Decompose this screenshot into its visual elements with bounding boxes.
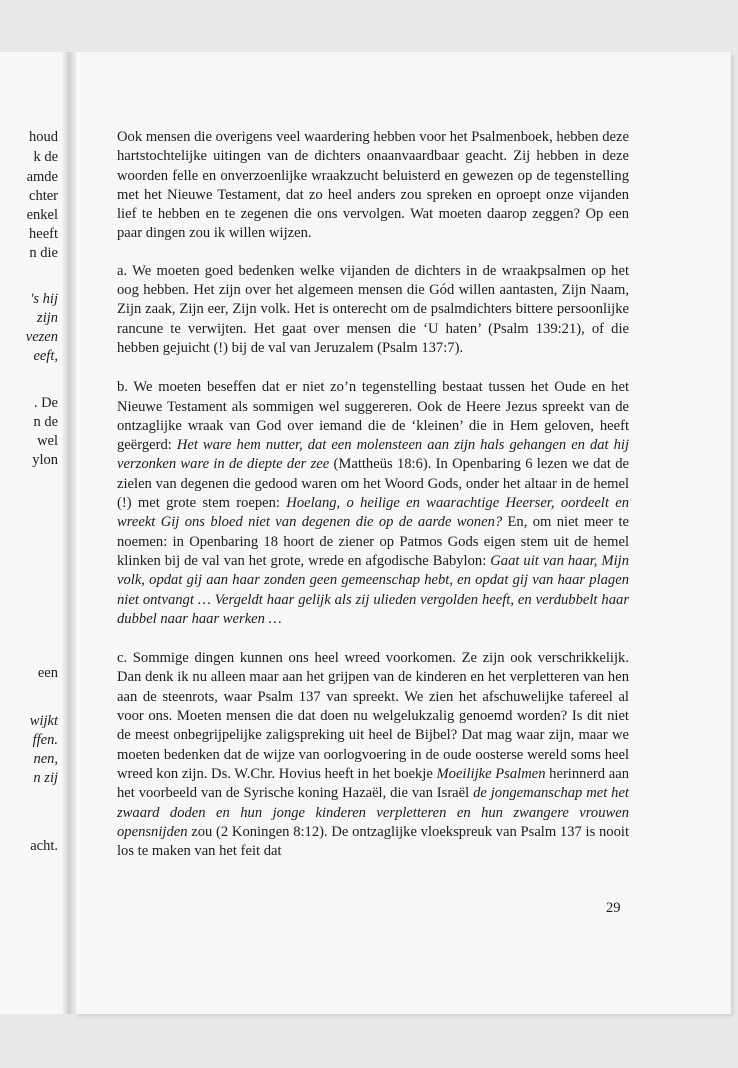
- paragraph-b: [117, 378, 629, 629]
- left-page-fragment: heeft: [29, 226, 58, 242]
- left-page-fragment: ffen.: [32, 732, 58, 748]
- left-page-fragment: . De: [33, 395, 58, 411]
- left-page-fragment: k de: [33, 149, 58, 165]
- left-page-fragment: houd: [29, 129, 58, 145]
- quote-mattheus: Het ware hem nutter, dat een molensteen aan zijn hals gehangen en dat hij verzonken ware in de diepte der zee: [117, 437, 629, 473]
- left-page-fragment: n die: [29, 245, 58, 261]
- paragraph-b-text-3: En, om niet meer te noemen: in Openbaring 18 hoort de ziener op Patmos Gods eigen stem uit de hemel klinken bij de val van het grote, wrede en afgodische Babylon:: [117, 514, 629, 569]
- left-page-fragment: amde: [26, 169, 58, 185]
- previous-page: [0, 52, 68, 1014]
- left-page-fragment: vezen: [25, 329, 58, 345]
- left-page-fragment: enkel: [26, 207, 58, 223]
- page-number: 29: [606, 900, 621, 916]
- left-page-fragment: zijn: [37, 310, 58, 326]
- book-title-moeilijke-psalmen: Moeilijke Psalmen: [436, 765, 546, 782]
- paragraph-intro: Ook mensen die overigens veel waardering hebben voor het Psalmenboek, hebben deze hartstochtelijke uitingen van de dichters onaanvaardbaar geacht. Zij hebben in deze woorden felle en onverzoenlijke wraakzucht beluisterd en gewezen op de tegenstelling met het Nieuwe Testament, dat zo heel anders zou spreken en oproept onze vijanden lief te hebben en te zegenen die ons vervolgen. Wat moeten daarop zeggen? Op een paar dingen zou ik willen wijzen.: [117, 129, 629, 242]
- paragraph-c: [117, 649, 629, 861]
- paragraph-c-text-3: zou (2 Koningen 8:12). De ontzaglijke vloekspreuk van Psalm 137 is nooit los te maken van het feit dat: [117, 823, 629, 860]
- left-page-fragment: 's hij: [30, 291, 58, 307]
- left-page-fragment: wijkt: [29, 713, 58, 729]
- left-page-fragment: een: [37, 665, 58, 681]
- left-page-fragment: chter: [29, 188, 58, 204]
- quote-2-koningen: de jongemanschap met het zwaard doden en hun jonge kinderen verpletteren en hun zwangere vrouwen opensnijden: [117, 785, 629, 840]
- quote-openbaring-6: Hoelang, o heilige en waarachtige Heerser, oordeelt en wreekt Gij ons bloed niet van degenen die op de aarde wonen?: [117, 495, 629, 531]
- left-page-fragment: ylon: [32, 452, 58, 468]
- left-page-fragment: n zij: [33, 770, 58, 786]
- page-body-text: [117, 128, 629, 881]
- quote-openbaring-18: Gaat uit van haar, Mijn volk, opdat gij aan haar zonden geen gemeenschap hebt, en opdat gij van haar plagen niet ontvangt … Vergeldt haar gelijk als zij ulieden vergolden heeft, en verdubbelt haar dubbel naar haar werken …: [117, 552, 629, 627]
- left-page-fragment: acht.: [30, 838, 58, 854]
- paragraph-c-text-1: c. Sommige dingen kunnen ons heel wreed voorkomen. Ze zijn ook verschrikkelijk. Dan denk ik nu alleen maar aan het grijpen van de kinderen en het verpletteren van hen aan de steenrots, waar Psalm 137 van spreekt. We zien het afschuwelijke tafereel al voor ons. Moeten mensen die dat doen nu welgelukzalig genoemd worden? Is dit niet de meest onbegrijpelijke zaligspreking uit heel de Bijbel? Dat mag waar zijn, maar we moeten bedenken dat de wijze van oorlogvoering in de oude oosterse wereld soms heel wreed kon zijn. Ds. W.Chr. Hovius heeft in het boekje: [117, 650, 629, 782]
- left-page-fragment: n de: [33, 414, 58, 430]
- paragraph-b-text-2: (Mattheüs 18:6). In Openbaring 6 lezen we dat de zielen van degenen die gedood waren om het Woord Gods, onder het altaar in de hemel (!) met grote stem roepen:: [117, 456, 629, 512]
- paragraph-b-text-1: b. We moeten beseffen dat er niet zo’n tegenstelling bestaat tussen het Oude en het Nieuwe Testament als sommigen wel suggereren. Ook de Heere Jezus spreekt van de ontzaglijke wraak van God over iemand die de ‘kleinen’ die in Hem geloven, heeft geërgerd:: [117, 379, 629, 454]
- left-page-fragment: nen,: [33, 751, 58, 767]
- left-page-fragment: wel: [37, 433, 58, 449]
- paragraph-c-text-2: herinnerd aan het voorbeeld van de Syrische koning Hazaël, die van Israël: [117, 765, 630, 802]
- paragraph-a: a. We moeten goed bedenken welke vijanden de dichters in de wraakpsalmen op het oog hebben. Het zijn over het algemeen mensen die Gód willen aantasten, Zijn Naam, Zijn zaak, Zijn eer, Zijn volk. Het is onterecht om de psalmdichters bittere persoonlijke rancune te verwijten. Het gaat over mensen die ‘U haten’ (Psalm 139:21), of die hebben gejuicht (!) bij de val van Jeruzalem (Psalm 137:7).: [117, 262, 629, 356]
- left-page-fragment: eeft,: [33, 348, 58, 364]
